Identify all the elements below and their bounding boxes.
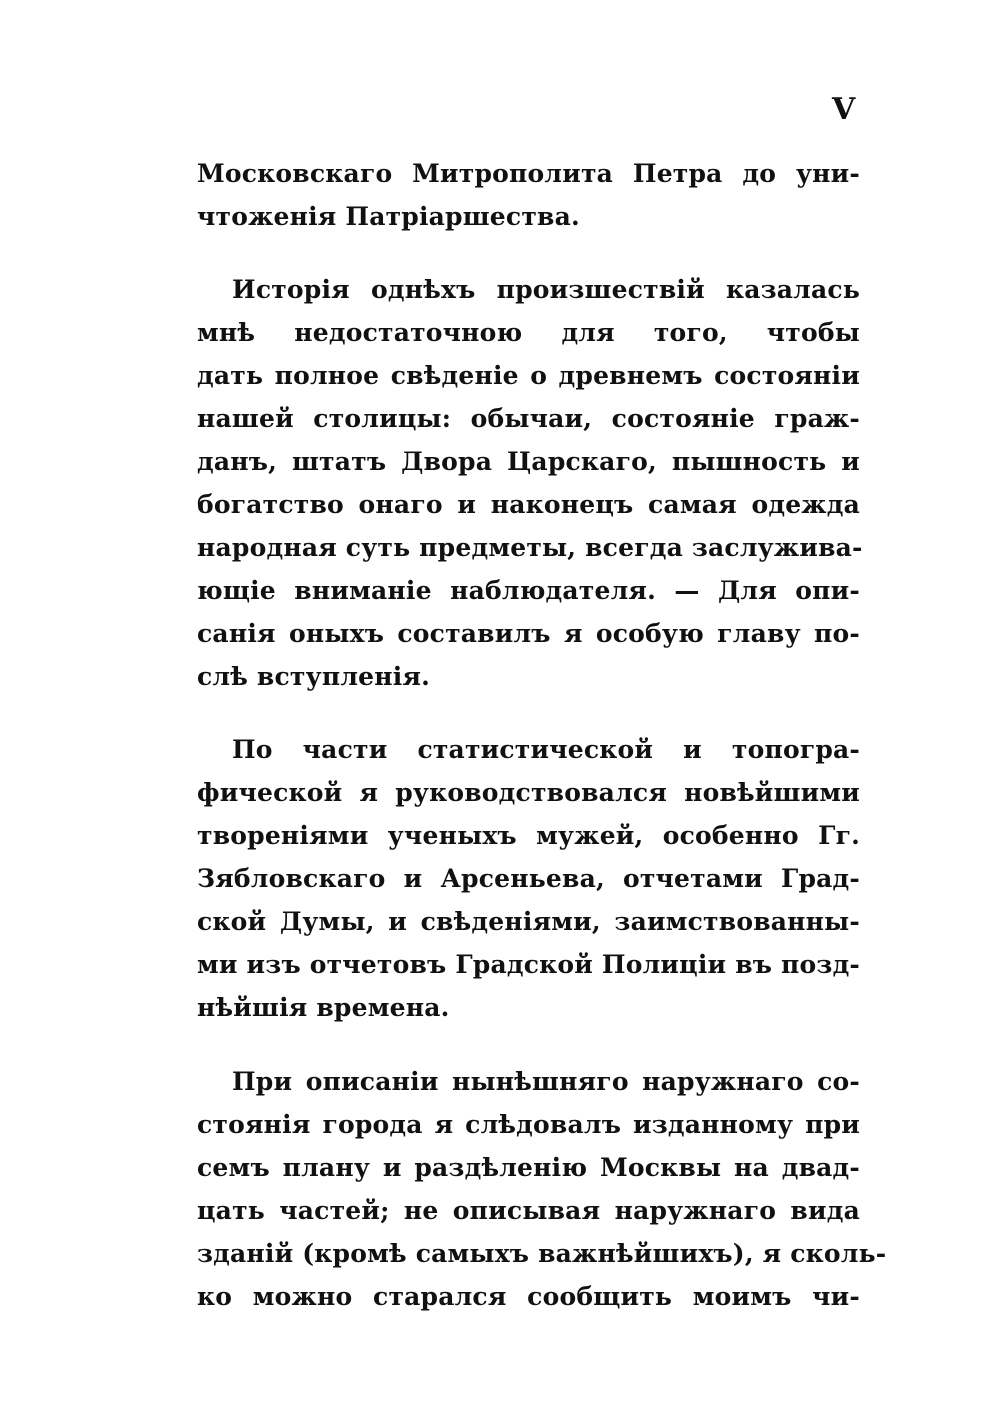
text-line: ской Думы, и свѣденіями, заимствованны- [197, 907, 860, 936]
text-line: семъ плану и раздѣленію Москвы на двад- [197, 1153, 860, 1182]
text-line: нѣйшія времена. [197, 993, 450, 1022]
text-line: богатство онаго и наконецъ самая одежда [197, 490, 860, 519]
text-line: народная суть предметы, всегда заслужива- [197, 533, 863, 562]
text-line: Зябловскаго и Арсеньева, отчетами Град- [197, 864, 860, 893]
page-number: V [832, 92, 856, 127]
text-line: ющіе вниманіе наблюдателя. — Для опи- [197, 576, 860, 605]
text-line: твореніями ученыхъ мужей, особенно Гг. [197, 821, 860, 850]
text-line: нашей столицы: обычаи, состояніе граж- [197, 404, 860, 433]
text-line: дать полное свѣденіе о древнемъ состояніи [197, 361, 860, 390]
text-line: ко можно старался сообщить моимъ чи- [197, 1282, 860, 1311]
text-line: По части статистической и топогра- [232, 735, 860, 764]
text-line: Московскаго Митрополита Петра до уни- [197, 159, 860, 188]
text-line: данъ, штатъ Двора Царскаго, пышность и [197, 447, 860, 476]
text-line: зданій (кромѣ самыхъ важнѣйшихъ), я сколь- [197, 1239, 887, 1268]
text-line: цать частей; не описывая наружнаго вида [197, 1196, 860, 1225]
text-line: Исторія однѣхъ произшествій казалась [232, 275, 860, 304]
text-line: мнѣ недостаточною для того, чтобы [197, 318, 860, 347]
text-line: ми изъ отчетовъ Градской Полиціи въ позд- [197, 950, 861, 979]
text-line: фической я руководствовался новѣйшими [197, 778, 860, 807]
text-line: слѣ вступленія. [197, 662, 431, 691]
text-line: При описаніи нынѣшняго наружнаго со- [232, 1067, 860, 1096]
text-line: стоянія города я слѣдовалъ изданному при [197, 1110, 860, 1139]
text-line: чтоженія Патріаршества. [197, 202, 580, 231]
text-line: санія оныхъ составилъ я особую главу по- [197, 619, 860, 648]
